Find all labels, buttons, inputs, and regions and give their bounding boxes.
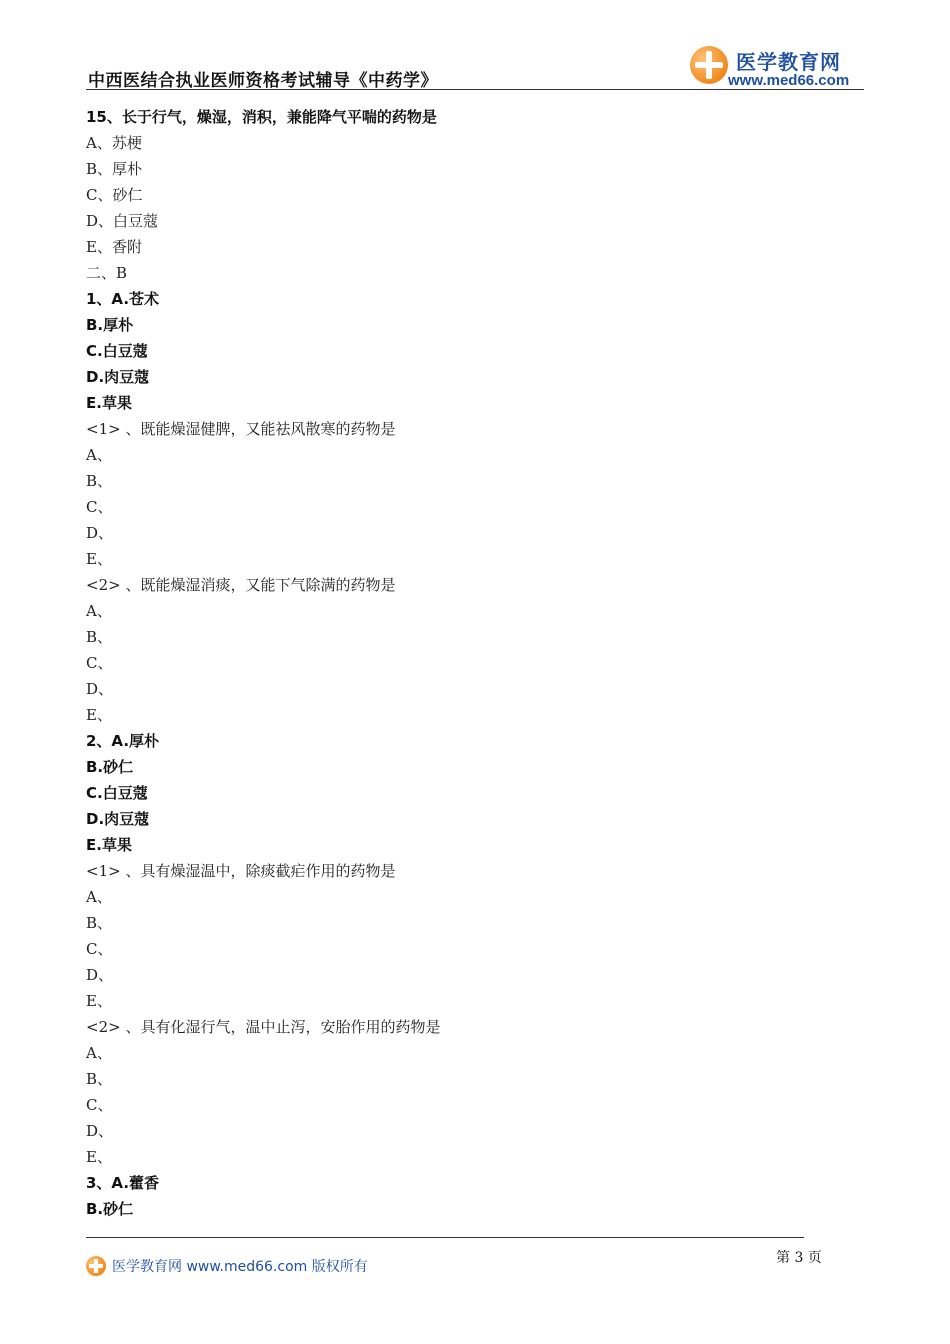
- text-line: A、: [86, 602, 112, 620]
- text-line: E.草果: [86, 394, 132, 412]
- logo-url: www.med66.com: [728, 72, 850, 89]
- text-line: C.白豆蔻: [86, 342, 148, 360]
- text-line: C、: [86, 940, 113, 958]
- logo-text: 医学教育网: [736, 50, 841, 74]
- text-line: B.厚朴: [86, 316, 134, 334]
- text-line: 二、B: [86, 264, 128, 282]
- text-line: B.砂仁: [86, 1200, 134, 1218]
- page-number: 第 3 页: [776, 1250, 822, 1266]
- text-line: E、香附: [86, 238, 142, 256]
- text-line: B、厚朴: [86, 160, 143, 178]
- text-line: A、: [86, 446, 112, 464]
- text-line: B.砂仁: [86, 758, 134, 776]
- text-line: E.草果: [86, 836, 132, 854]
- text-line: 2、A.厚朴: [86, 732, 160, 750]
- text-line: A、: [86, 1044, 112, 1062]
- text-line: E、: [86, 992, 112, 1010]
- text-line: D、: [86, 966, 114, 984]
- text-line: D、: [86, 1122, 114, 1140]
- header-divider: [86, 89, 864, 90]
- text-line: C、砂仁: [86, 186, 143, 204]
- text-line: <1> 、既能燥湿健脾，又能祛风散寒的药物是: [86, 420, 396, 438]
- text-line: A、: [86, 888, 112, 906]
- text-line: B、: [86, 628, 113, 646]
- footer-logo-icon: [86, 1256, 106, 1276]
- text-line: D.肉豆蔻: [86, 368, 150, 386]
- text-line: E、: [86, 706, 112, 724]
- text-line: C.白豆蔻: [86, 784, 148, 802]
- text-line: B、: [86, 1070, 113, 1088]
- text-line: 1、A.苍术: [86, 290, 160, 308]
- text-line: <2> 、具有化湿行气，温中止泻，安胎作用的药物是: [86, 1018, 441, 1036]
- text-line: C、: [86, 1096, 113, 1114]
- text-line: 3、A.藿香: [86, 1174, 160, 1192]
- text-line: C、: [86, 654, 113, 672]
- text-line: D、: [86, 680, 114, 698]
- text-line: D、白豆蔻: [86, 212, 159, 230]
- med66-logo: [690, 44, 870, 90]
- med66-logo-icon: [690, 46, 728, 84]
- text-line: <1> 、具有燥湿温中，除痰截疟作用的药物是: [86, 862, 396, 880]
- document-header-title: 中西医结合执业医师资格考试辅导《中药学》: [88, 71, 438, 91]
- text-line: D.肉豆蔻: [86, 810, 150, 828]
- text-line: E、: [86, 1148, 112, 1166]
- footer-copyright: 医学教育网 www.med66.com 版权所有: [112, 1259, 368, 1275]
- text-line: <2> 、既能燥湿消痰，又能下气除满的药物是: [86, 576, 396, 594]
- document-body: [86, 104, 846, 1222]
- text-line: B、: [86, 914, 113, 932]
- text-line: C、: [86, 498, 113, 516]
- footer-divider: [86, 1237, 804, 1238]
- text-line: A、苏梗: [86, 134, 142, 152]
- text-line: B、: [86, 472, 113, 490]
- text-line: E、: [86, 550, 112, 568]
- text-line: 15、长于行气，燥湿，消积，兼能降气平喘的药物是: [86, 108, 437, 126]
- text-line: D、: [86, 524, 114, 542]
